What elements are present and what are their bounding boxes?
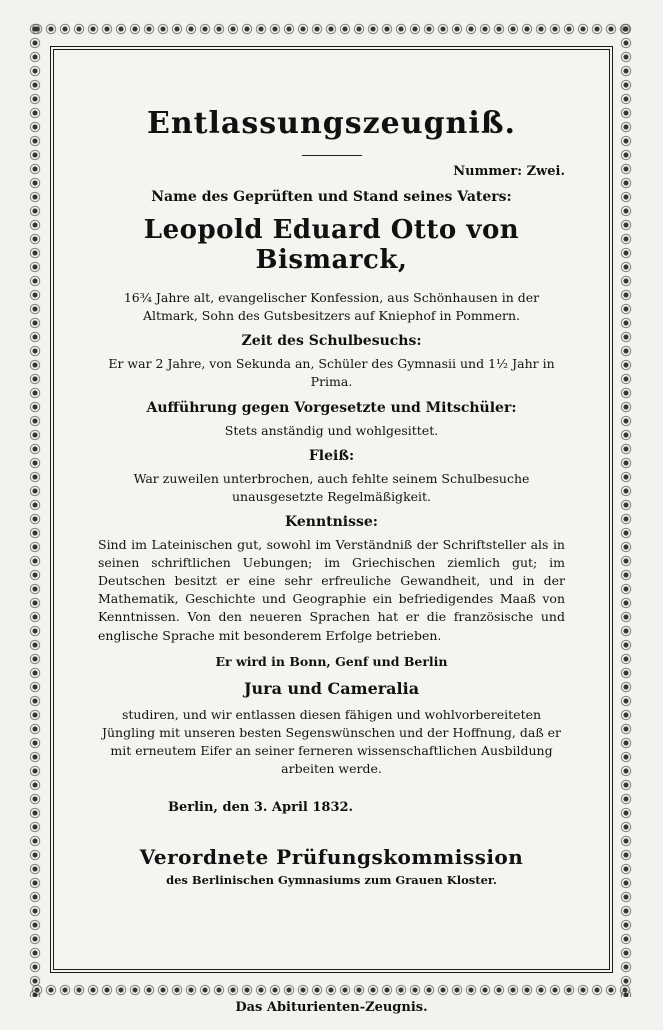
candidate-details: 16¾ Jahre alt, evangelischer Konfession, aus Schönhausen in der Altmark, Sohn des Gutsbesitzers auf Kniephof in Pommern.: [123, 290, 540, 324]
certificate-title: Entlassungszeugniß.: [147, 106, 516, 141]
candidate-name: Leopold Eduard Otto von Bismarck,: [143, 215, 520, 275]
knowledge-heading: Kenntnisse:: [285, 513, 378, 530]
certificate-frame: [50, 46, 613, 973]
image-caption: Das Abiturienten-Zeugnis.: [235, 1000, 428, 1015]
study-text: studiren, und wir entlassen diesen fähigen und wohlvorbereiteten Jüngling mit unseren besten Segenswünschen und der Hoffnung, daß er mit erneutem Eifer an seiner ferneren wissenschaftlichen Ausbildung arbeiten werde.: [101, 706, 562, 777]
certificate-content: [54, 50, 609, 969]
school-text: Er war 2 Jahre, von Sekunda an, Schüler des Gymnasii und 1½ Jahr in Prima.: [108, 356, 555, 390]
place-date: Berlin, den 3. April 1832.: [168, 800, 354, 816]
study-intro: Er wird in Bonn, Genf und Berlin: [215, 653, 448, 669]
conduct-text: Stets anständig und wohlgesittet.: [224, 422, 439, 438]
knowledge-text: Sind im Lateinischen gut, sowohl im Verständniß der Schriftsteller als in seinen schriftlichen Uebungen; im Griechischen ziemlich gut; im Deutschen besitzt er eine sehr erfreuliche Gewandheit, und in der Mathematik, Geschichte und Geographie ein befriedigendes Maaß von Kenntnissen. Von den neueren Sprachen hat er die französische und englische Sprache mit besonderem Erfolge betrieben.: [98, 536, 565, 643]
diligence-text: War zuweilen unterbrochen, auch fehlte seinem Schulbesuche unausgesetzte Regelmäßigkeit.: [133, 470, 530, 504]
name-heading: Name des Geprüften und Stand seines Vaters:: [151, 189, 512, 205]
right-ornament-border: [619, 22, 633, 997]
commission-title: Verordnete Prüfungskommission: [139, 845, 524, 870]
diligence-heading: Fleiß:: [308, 447, 355, 464]
top-ornament-border: [30, 22, 633, 36]
conduct-heading: Aufführung gegen Vorgesetzte und Mitschüler:: [146, 399, 517, 416]
school-heading: Zeit des Schulbesuchs:: [241, 333, 422, 350]
left-ornament-border: [28, 22, 42, 997]
study-subject: Jura und Cameralia: [243, 678, 420, 698]
title-divider: [302, 155, 362, 156]
commission-subtitle: des Berlinischen Gymnasiums zum Grauen Kloster.: [166, 873, 497, 888]
bottom-ornament-border: [30, 983, 633, 997]
certificate-number: Nummer: Zwei.: [453, 164, 565, 179]
